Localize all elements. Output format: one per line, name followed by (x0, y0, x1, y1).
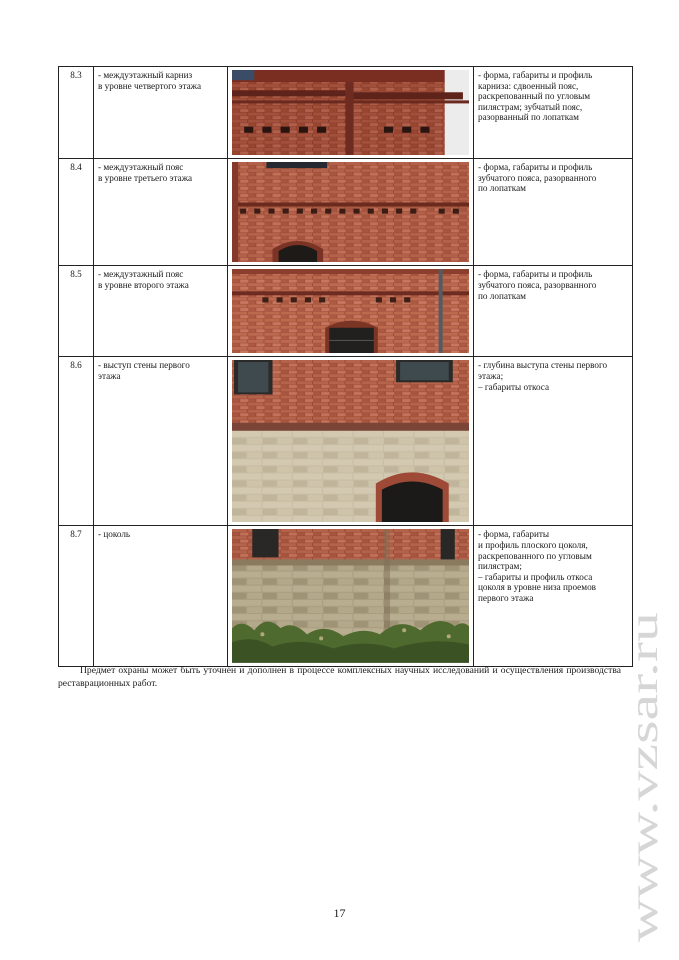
photo-cornice-4th-floor (228, 67, 474, 159)
row-number: 8.7 (59, 526, 94, 667)
element-name: - междуэтажный пояс в уровне второго этажа (94, 266, 228, 357)
protected-features: - форма, габариты и профиль зубчатого пояса, разорванного по лопаткам (474, 266, 633, 357)
wall-projection-photo (232, 360, 469, 522)
watermark-label: www.vzsar.ru (621, 722, 666, 942)
plinth-photo (232, 529, 469, 663)
photo-plinth (228, 526, 474, 667)
element-name: - выступ стены первого этажа (94, 357, 228, 526)
photo-belt-3rd-floor (228, 159, 474, 266)
element-name: - цоколь (94, 526, 228, 667)
brick-cornice-photo (232, 70, 469, 155)
page-number: 17 (333, 906, 346, 920)
protection-subject-table (58, 66, 633, 667)
footer-paragraph: Предмет охраны может быть уточнён и дополнен в процессе комплексных научных исследований и осуществления производства реставрационных работ. (58, 665, 621, 689)
brick-belt-photo (232, 162, 469, 262)
protected-features: - форма, габариты и профиль зубчатого пояса, разорванного по лопаткам (474, 159, 633, 266)
watermark-text (619, 612, 667, 944)
table-row (59, 67, 633, 159)
protected-features: - форма, габариты и профиль карниза: сдвоенный пояс, раскрепованный по угловым пилястрам; зубчатый пояс, разорванный по лопаткам (474, 67, 633, 159)
brick-belt-photo (232, 269, 469, 353)
table-row (59, 266, 633, 357)
table-row (59, 159, 633, 266)
row-number: 8.6 (59, 357, 94, 526)
row-number: 8.4 (59, 159, 94, 266)
table-row (59, 526, 633, 667)
photo-wall-projection (228, 357, 474, 526)
row-number: 8.3 (59, 67, 94, 159)
element-name: - междуэтажный карниз в уровне четвертого этажа (94, 67, 228, 159)
row-number: 8.5 (59, 266, 94, 357)
watermark (619, 612, 667, 944)
element-name: - междуэтажный пояс в уровне третьего этажа (94, 159, 228, 266)
table-row (59, 357, 633, 526)
protected-features: - глубина выступа стены первого этажа; – габариты откоса (474, 357, 633, 526)
photo-belt-2nd-floor (228, 266, 474, 357)
protected-features: - форма, габариты и профиль плоского цоколя, раскрепованного по угловым пилястрам; – габариты и профиль откоса цоколя в уровне низа проемов первого этажа (474, 526, 633, 667)
